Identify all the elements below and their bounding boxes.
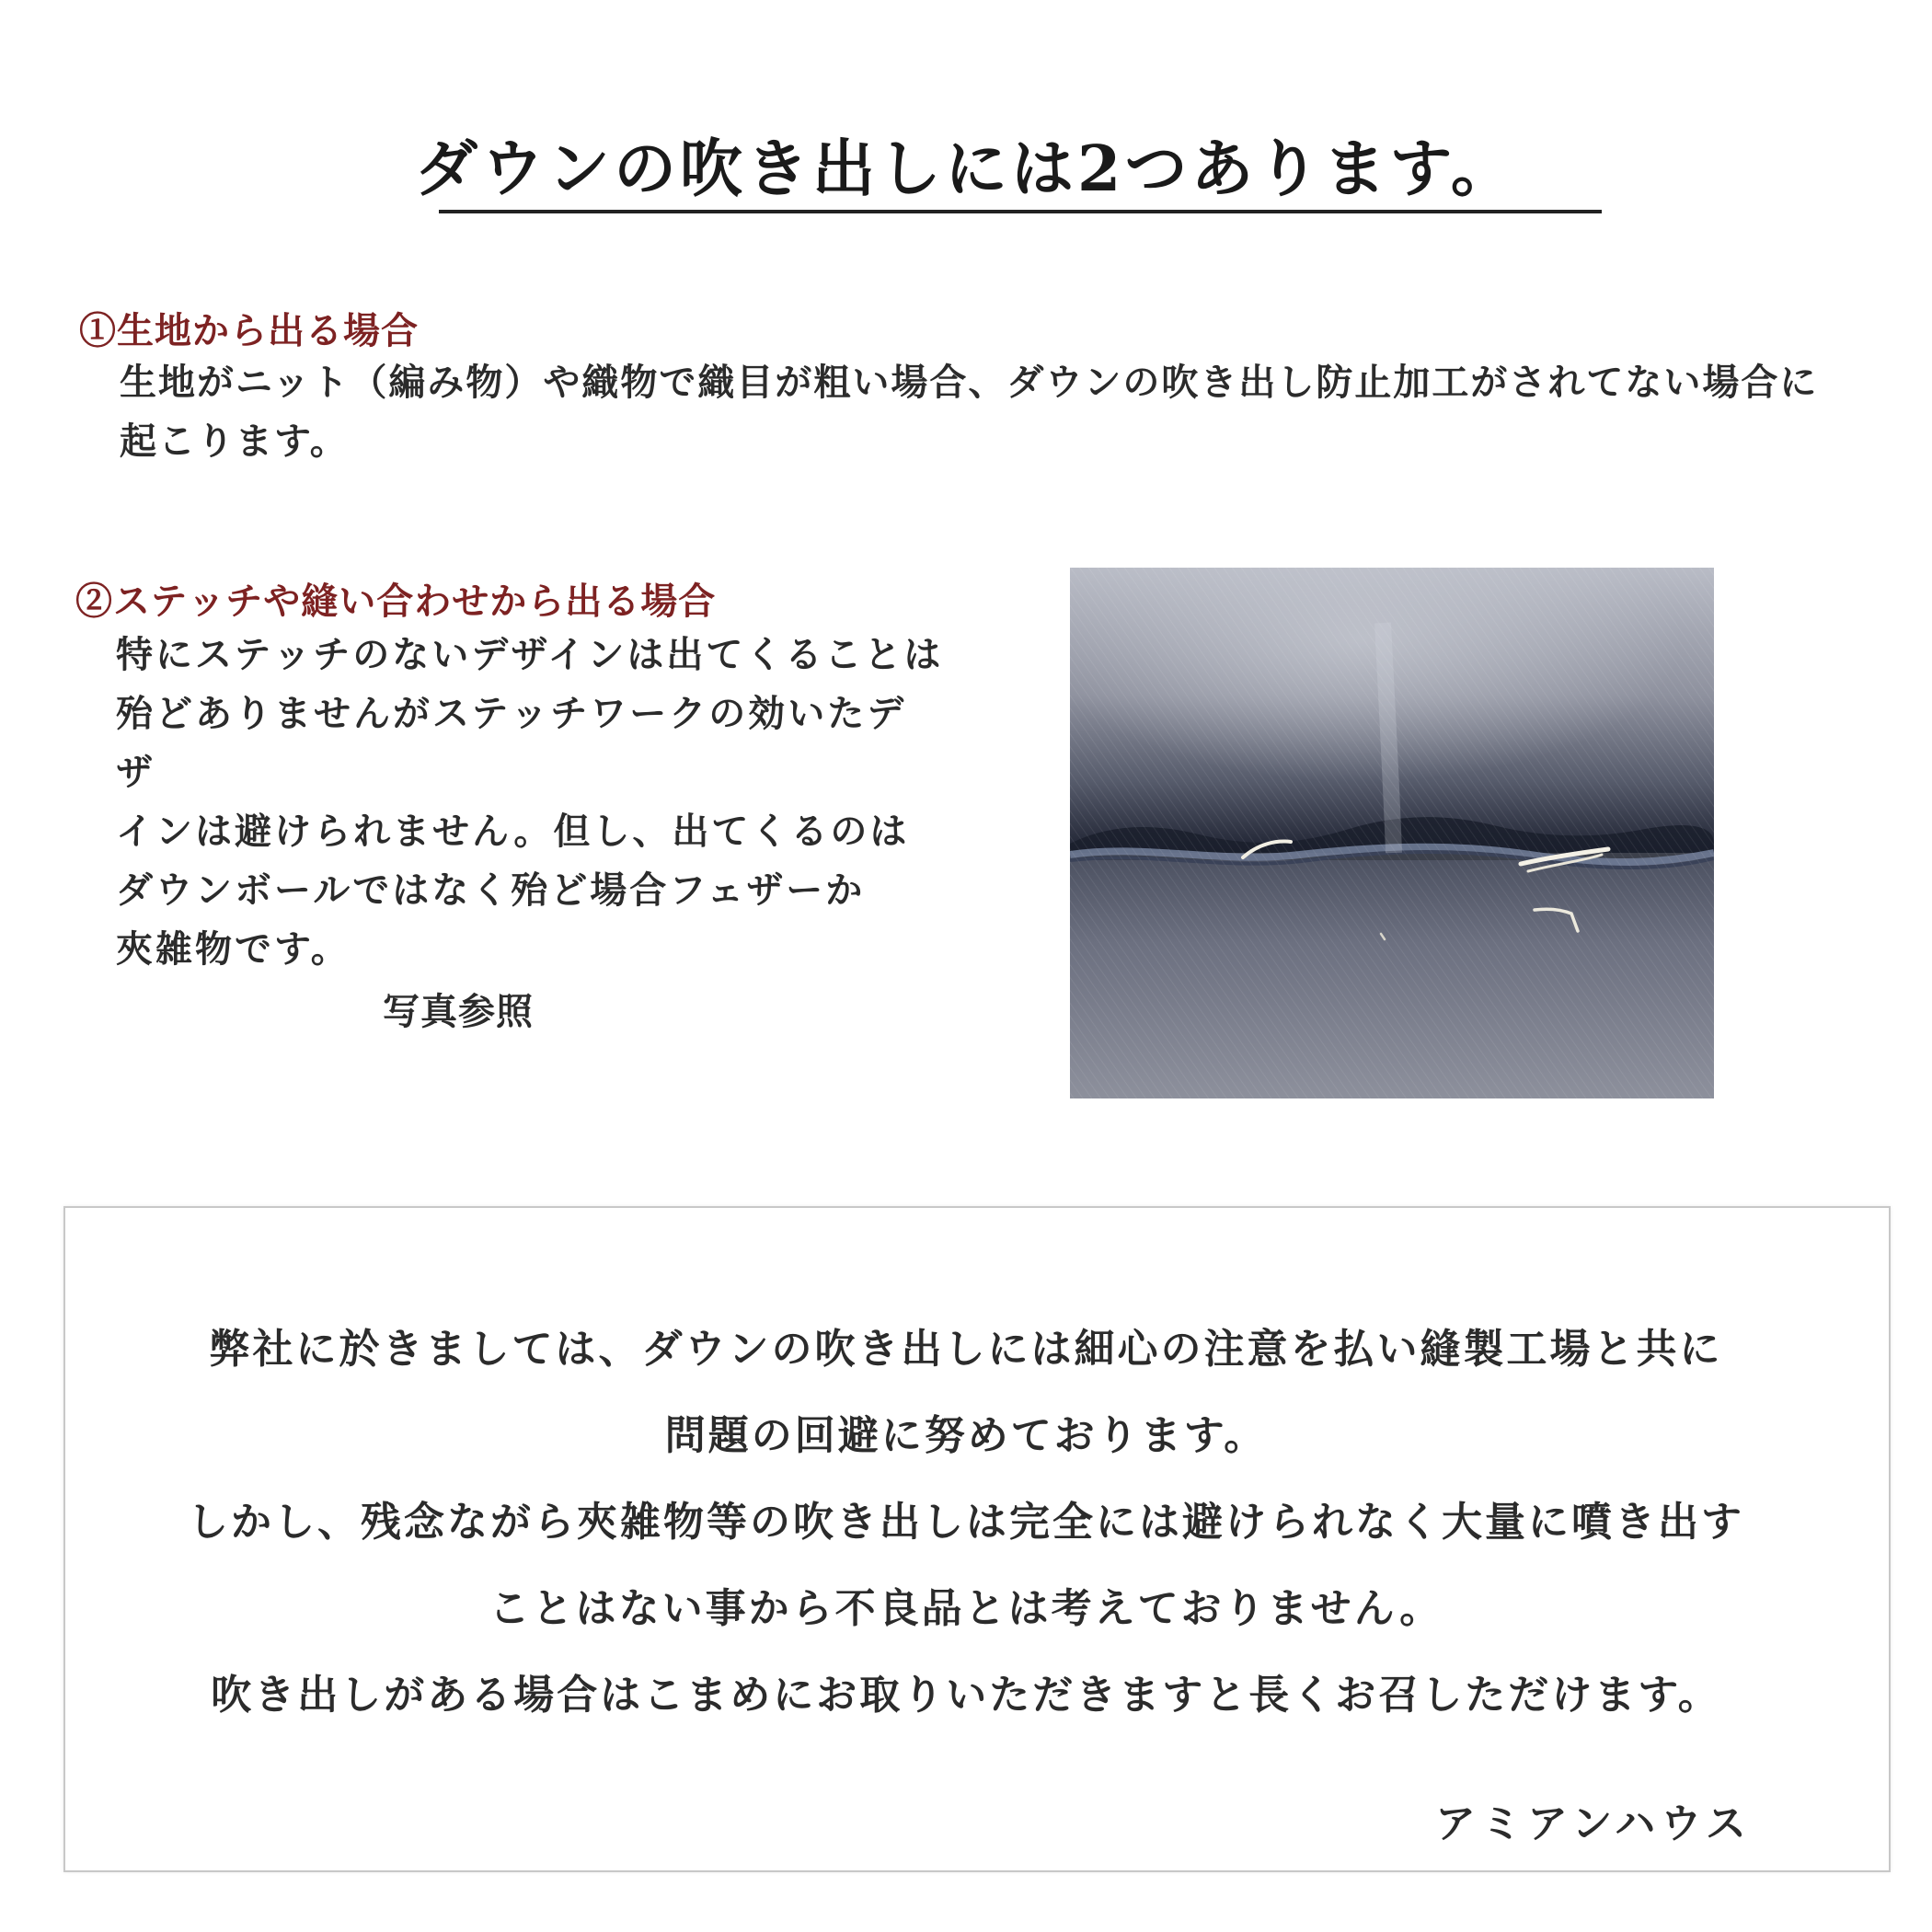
- notice-line: 問題の回避に努めております。: [664, 1412, 1268, 1459]
- notice-text: [0, 1306, 1932, 1739]
- section2-body-line: 夾雑物です。: [116, 927, 351, 971]
- notice-line: しかし、残念ながら夾雑物等の吹き出しは完全には避けられなく大量に噴き出す: [188, 1499, 1744, 1546]
- section2-body-line: 特にステッチのないデザインは出てくることは: [116, 633, 944, 676]
- section1-heading: ①生地から出る場合: [79, 309, 419, 352]
- photo-reference-label: 写真参照: [383, 990, 534, 1033]
- section1-body: 生地がニット（編み物）や織物で織目が粗い場合、ダウンの吹き出し防止加工がされてない場合に起こります。: [120, 361, 1819, 463]
- company-signature: アミアンハウス: [1435, 1800, 1752, 1847]
- section2-body-line: 殆どありませんがステッチワークの効いたデザ: [116, 692, 907, 794]
- section2-body: [116, 626, 944, 979]
- notice-line: 弊社に於きましては、ダウンの吹き出しには細心の注意を払い縫製工場と共に: [209, 1326, 1723, 1373]
- down-leak-seam-photo: [1070, 568, 1714, 1098]
- page-title: ダウンの吹き出しには2つあります。: [415, 132, 1517, 206]
- section2-body-line: インは避けられません。但し、出てくるのは: [116, 810, 910, 853]
- notice-line: 吹き出しがある場合はこまめにお取りいただきますと長くお召しただけます。: [211, 1672, 1721, 1719]
- section2-heading: ②ステッチや縫い合わせから出る場合: [75, 580, 717, 623]
- section2-body-line: ダウンボールではなく殆ど場合フェザーか: [116, 868, 866, 912]
- notice-line: ことはない事から不良品とは考えておりません。: [489, 1585, 1443, 1632]
- title-underline: [439, 210, 1602, 213]
